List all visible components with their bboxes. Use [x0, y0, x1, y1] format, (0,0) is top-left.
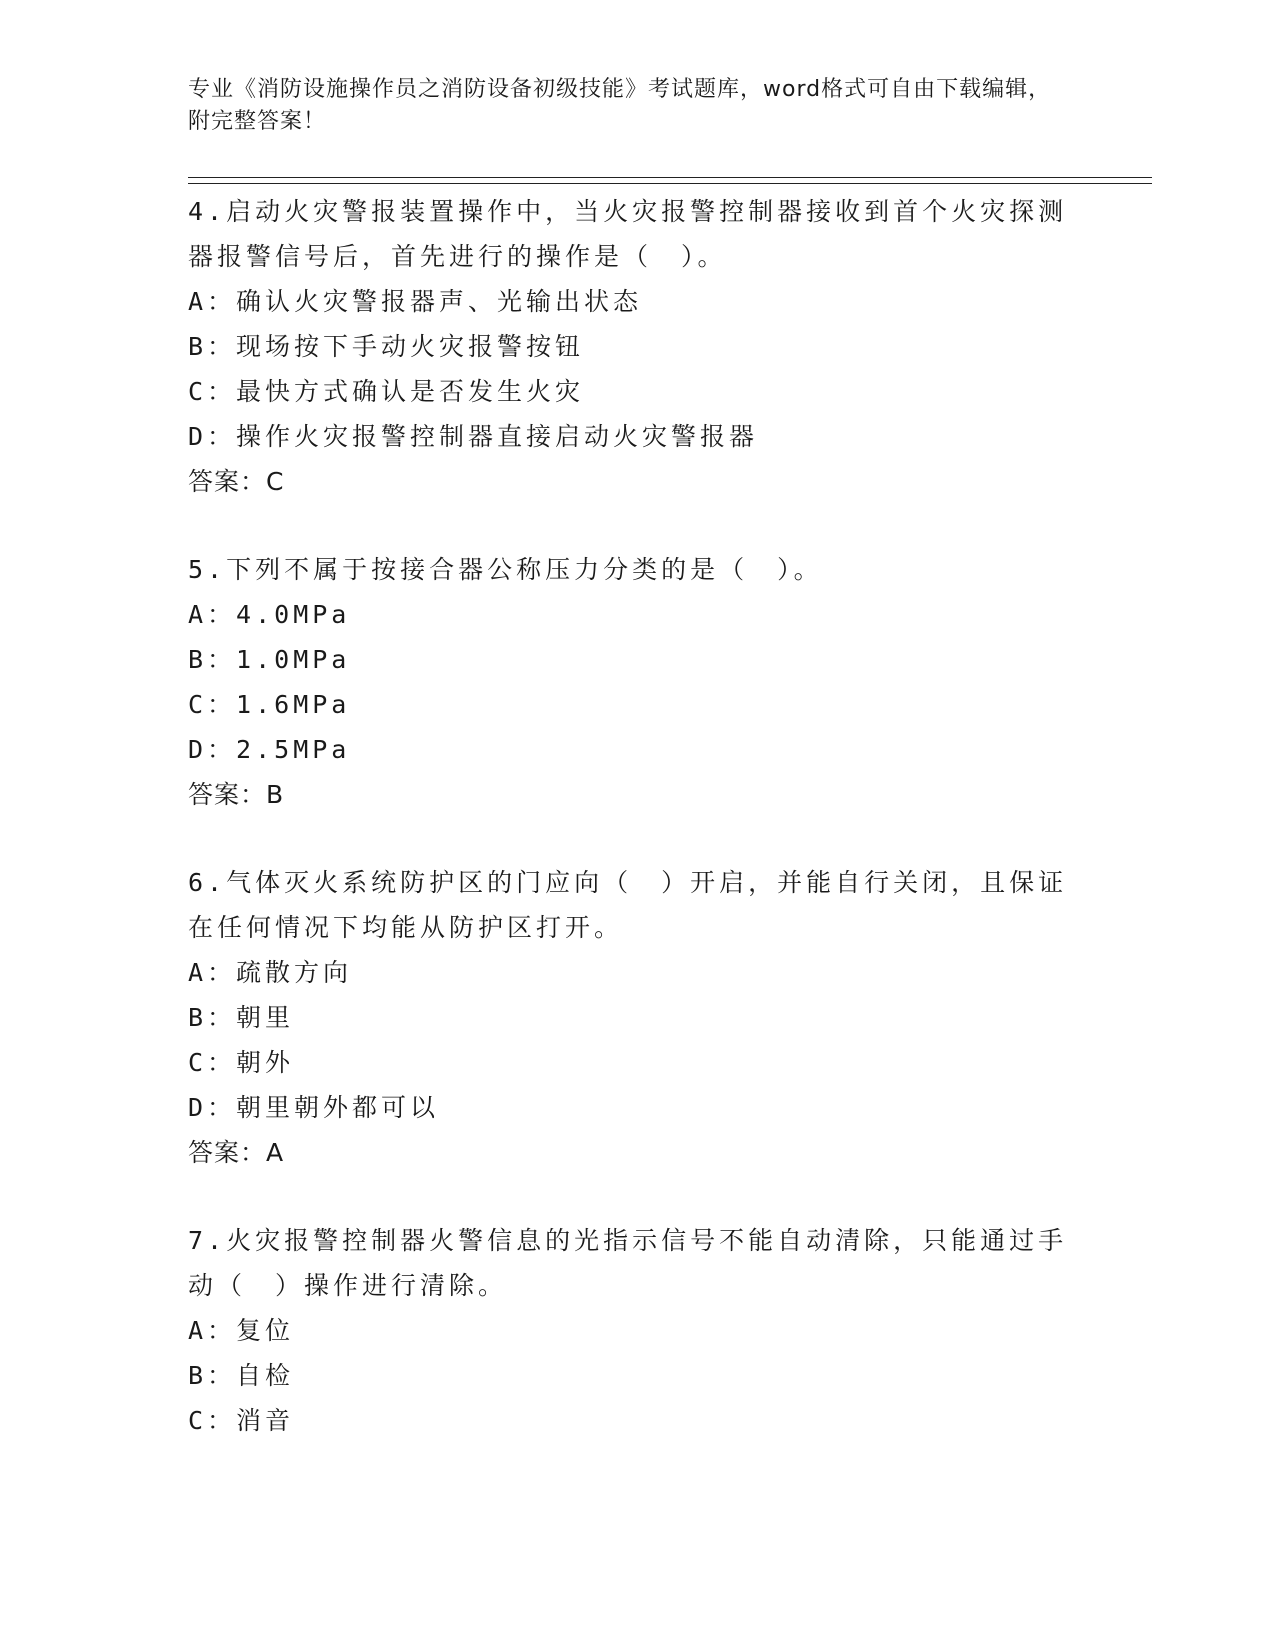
option-d: D：朝里朝外都可以 [188, 1093, 440, 1122]
option-b: B：自检 [188, 1361, 295, 1390]
option-b: B：现场按下手动火灾报警按钮 [188, 332, 585, 361]
question-stem: 5.下列不属于按接合器公称压力分类的是（ ）。 [188, 555, 823, 584]
option-d: D：2.5MPa [188, 735, 351, 764]
page-header: 专业《消防设施操作员之消防设备初级技能》考试题库，word格式可自由下载编辑，附完整答案！ [188, 77, 1052, 134]
option-c: C：1.6MPa [188, 690, 351, 719]
option-c: C：最快方式确认是否发生火灾 [188, 377, 585, 406]
option-a: A：确认火灾警报器声、光输出状态 [188, 287, 643, 316]
question-list [188, 189, 1068, 1485]
question-7 [188, 1218, 1068, 1443]
option-b: B：1.0MPa [188, 645, 351, 674]
answer-line: 答案：B [188, 780, 285, 809]
header-divider-top [188, 177, 1152, 178]
option-a: A：4.0MPa [188, 600, 351, 629]
option-c: C：朝外 [188, 1048, 295, 1077]
option-a: A：复位 [188, 1316, 295, 1345]
question-5 [188, 547, 1068, 818]
option-a: A：疏散方向 [188, 958, 353, 987]
question-stem: 4.启动火灾警报装置操作中，当火灾报警控制器接收到首个火灾探测器报警信号后，首先进行的操作是（ ）。 [188, 197, 1068, 271]
option-b: B：朝里 [188, 1003, 295, 1032]
answer-line: 答案：C [188, 467, 285, 496]
question-6 [188, 860, 1068, 1176]
question-stem: 6.气体灭火系统防护区的门应向（ ）开启，并能自行关闭，且保证在任何情况下均能从防护区打开。 [188, 868, 1068, 942]
option-c: C：消音 [188, 1406, 295, 1435]
answer-line: 答案：A [188, 1138, 285, 1167]
question-stem: 7.火灾报警控制器火警信息的光指示信号不能自动清除，只能通过手动（ ）操作进行清除。 [188, 1226, 1068, 1300]
option-d: D：操作火灾报警控制器直接启动火灾警报器 [188, 422, 759, 451]
question-4 [188, 189, 1068, 505]
header-divider-bottom [188, 183, 1152, 184]
